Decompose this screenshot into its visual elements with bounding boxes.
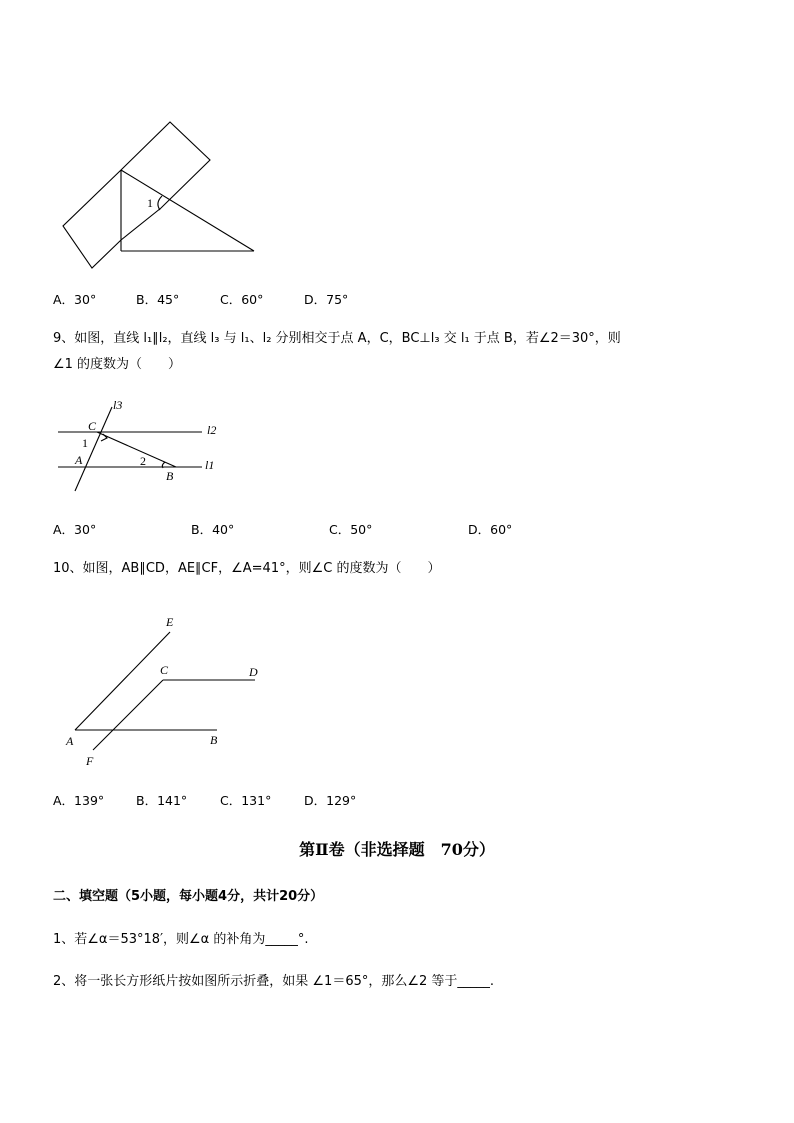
label-b: B [166, 469, 174, 483]
figure-q9 [50, 395, 230, 500]
label-l2: l2 [207, 423, 217, 437]
fill-question-2: 2、将一张长方形纸片按如图所示折叠，如果 ∠1＝65°，那么∠2 等于_____. [53, 974, 495, 989]
q9-option-b[interactable]: B．40° [191, 522, 235, 537]
q9-question-line2: ∠1 的度数为（ ） [53, 357, 182, 372]
q9-question-line1: 9、如图，直线 l₁∥l₂，直线 l₃ 与 l₁、l₂ 分别相交于点 A，C，BC⊥l₃ 交 l₁ 于点 B，若∠2＝30°，则 [53, 331, 621, 346]
q9-option-a[interactable]: A．30° [53, 522, 97, 537]
line-fc [93, 680, 163, 750]
label-c: C [88, 419, 97, 433]
q8-option-b[interactable]: B．45° [136, 292, 180, 307]
q10-question: 10、如图，AB∥CD，AE∥CF，∠A=41°，则∠C 的度数为（ ） [53, 561, 441, 576]
figure-q8 [50, 110, 270, 280]
label-a: A [75, 453, 83, 467]
q10-option-a[interactable]: A．139° [53, 793, 105, 808]
label-e: E [166, 615, 174, 629]
q9-option-c[interactable]: C．50° [329, 522, 373, 537]
label-angle-2: 2 [140, 454, 146, 468]
q8-option-d[interactable]: D．75° [304, 292, 349, 307]
angle-label-1: 1 [147, 196, 153, 210]
part2-title: 第Ⅱ卷（非选择题 70分） [299, 840, 495, 859]
label-d: D [249, 665, 258, 679]
q10-option-c[interactable]: C．131° [220, 793, 272, 808]
label-c: C [160, 663, 169, 677]
label-b: B [210, 733, 218, 747]
q10-option-d[interactable]: D．129° [304, 793, 357, 808]
label-angle-1: 1 [82, 436, 88, 450]
q8-option-a[interactable]: A．30° [53, 292, 97, 307]
figure-q10 [55, 610, 275, 775]
label-f: F [86, 754, 94, 768]
label-l3: l3 [113, 398, 123, 412]
rectangle-shape [63, 122, 210, 268]
line-ae [75, 632, 170, 730]
section2-heading: 二、填空题（5小题，每小题4分，共计20分） [53, 889, 324, 904]
label-a: A [66, 734, 74, 748]
q8-option-c[interactable]: C．60° [220, 292, 264, 307]
label-l1: l1 [205, 458, 215, 472]
segment-bc [97, 432, 176, 467]
right-angle-mark [101, 434, 107, 441]
q10-option-b[interactable]: B．141° [136, 793, 188, 808]
fill-question-1: 1、若∠α＝53°18′，则∠α 的补角为_____°. [53, 932, 309, 947]
q9-option-d[interactable]: D．60° [468, 522, 513, 537]
